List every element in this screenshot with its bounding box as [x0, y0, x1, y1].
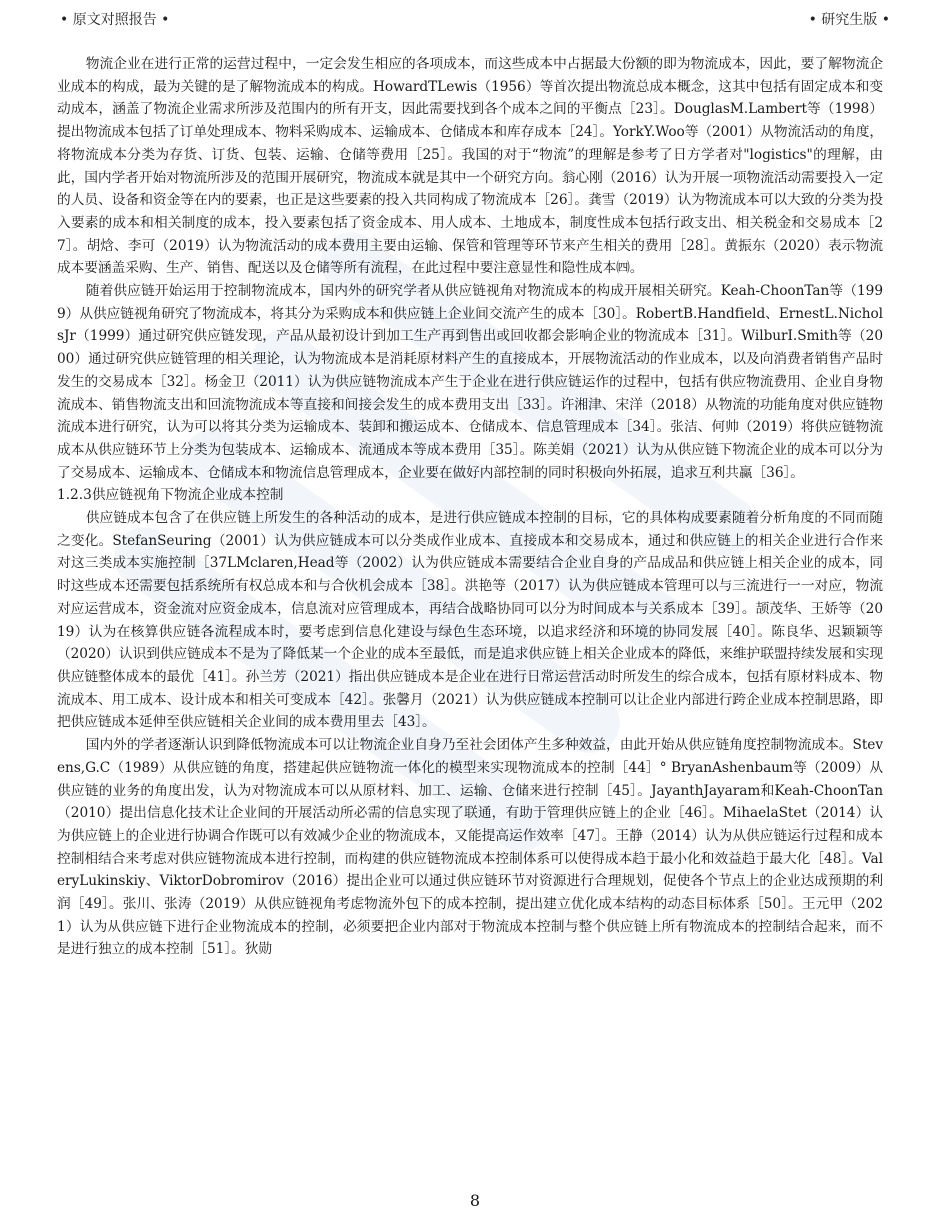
paragraph-logistics-cost-composition: 物流企业在进行正常的运营过程中，一定会发生相应的各项成本，而这些成本中占据最大份额的即为物流成本，因此，要了解物流企业成本的构成，最为关键的是了解物流成本的构成。HowardTLewis（1956）等首次提出物流总成本概念，这其中包括有固定成本和变动成本，涵盖了物流企业需求所涉及范围内的所有开支，因此需要找到各个成本之间的平衡点［23］。DouglasM.Lambert等（1998）提出物流成本包括了订单处理成本、物料采购成本、运输成本、仓储成本和库存成本［24］。YorkY.Woo等（2001）从物流活动的角度，将物流成本分类为存货、订货、包装、运输、仓储等费用［25］。我国的对于“物流”的理解是参考了日方学者对"logistics"的理解，由此，国内学者开始对物流所涉及的范围开展研究，物流成本就是其中一个研究方向。翁心刚（2016）认为开展一项物流活动需要投入一定的人员、设备和资金等在内的要素，也正是这些要素的投入共同构成了物流成本［26］。龚雪（2019）认为物流成本可以大致的分类为投入要素的成本和相关制度的成本，投入要素包括了资金成本、用人成本、土地成本，制度性成本包括行政支出、相关税金和交易成本［27］。胡焓、李可（2019）认为物流活动的成本费用主要由运输、保管和管理等环节来产生相关的费用［28］。黄振东（2020）表示物流成本要涵盖采购、生产、销售、配送以及仓储等所有流程，在此过程中要注意显性和隐性成本㈣。	[57, 56, 883, 277]
body-text	[57, 53, 883, 961]
header-report-title: • 原文对照报告 •	[60, 12, 170, 28]
page-number: 8	[469, 1191, 481, 1210]
paragraph-supply-chain-cost: 供应链成本包含了在供应链上所发生的各种活动的成本，是进行供应链成本控制的目标，它的具体构成要素随着分析角度的不同而随之变化。StefanSeuring（2001）认为供应链成本可以分类成作业成本、直接成本和交易成本，通过和供应链上的相关企业进行合作来对这三类成本实施控制［37LMclaren,Head等（2002）认为供应链成本需要结合企业自身的产品成品和供应链上相关企业的成本，同时这些成本还需要包括系统所有权总成本和与合伙机会成本［38］。洪艳等（2017）认为供应链成本管理可以与三流进行一一对应，物流对应运营成本，资金流对应资金成本，信息流对应管理成本，再结合战略协同可以分为时间成本与关系成本［39］。颉茂华、王娇等（2019）认为在核算供应链各流程成本时，要考虑到信息化建设与绿色生态环境，以追求经济和环境的协同发展［40］。陈良华、迟颖颖等（2020）认识到供应链成本不是为了降低某一个企业的成本至最低，而是追求供应链上相关企业成本的降低，来维护联盟持续发展和实现供应链整体成本的最优［41］。孙兰芳（2021）指出供应链成本是企业在进行日常运营活动时所发生的综合成本，包括有原材料成本、物流成本、用工成本、设计成本和相关可变成本［42］。张馨月（2021）认为供应链成本控制可以让企业内部进行跨企业成本控制思路，即把供应链成本延伸至供应链相关企业间的成本费用里去［43］。	[57, 510, 883, 731]
paragraph-cost-control: 国内外的学者逐渐认识到降低物流成本可以让物流企业自身乃至社会团体产生多种效益，由此开始从供应链角度控制物流成本。Stevens,G.C（1989）从供应链的角度，搭建起供应链物流一体化的模型来实现物流成本的控制［44］° BryanAshenbaum等（2009）从供应链的业务的角度出发，认为对物流成本可以从原材料、加工、运输、仓储来进行控制［45］。JayanthJayaram和Keah-ChoonTan（2010）提出信息化技术让企业间的开展活动所必需的信息实现了联通，有助于管理供应链上的企业［46］。MihaelaStet（2014）认为供应链上的企业进行协调合作既可以有效减少企业的物流成本，又能提高运作效率［47］。王静（2014）认为从供应链运行过程和成本控制相结合来考虑对供应链物流成本进行控制，而构建的供应链物流成本控制体系可以使得成本趋于最小化和效益趋于最大化［48］。ValeryLukinskiy、ViktorDobromirov（2016）提出企业可以通过供应链环节对资源进行合理规划，促使各个节点上的企业达成预期的利润［49］。张川、张涛（2019）从供应链视角考虑物流外包下的成本控制，提出建立优化成本结构的动态目标体系［50］。王元甲（2021）认为从供应链下进行企业物流成本的控制，必须要把企业内部对于物流成本控制与整个供应链上所有物流成本的控制结合起来，而不是进行独立的成本控制［51］。狄勋	[57, 737, 883, 958]
header-edition: • 研究生版 •	[808, 12, 890, 28]
paragraph-supply-chain-perspective: 随着供应链开始运用于控制物流成本，国内外的研究学者从供应链视角对物流成本的构成开展相关研究。Keah-ChoonTan等（1999）从供应链视角研究了物流成本，将其分为采购成本和供应链上企业间交流产生的成本［30］。RobertB.Handfield、ErnestL.NicholsJr（1999）通过研究供应链发现，产品从最初设计到加工生产再到售出或回收都会影响企业的物流成本［31］。WilburI.Smith等（2000）通过研究供应链管理的相关理论，认为物流成本是消耗原材料产生的直接成本，开展物流活动的作业成本，以及向消费者销售产品时发生的交易成本［32］。杨金卫（2011）认为供应链物流成本产生于企业在进行供应链运作的过程中，包括有供应物流费用、企业自身物流成本、销售物流支出和回流物流成本等直接和间接会发生的成本费用支出［33］。许湘津、宋洋（2018）从物流的功能角度对供应链物流成本进行研究，认为可以将其分类为运输成本、装卸和搬运成本、仓储成本、信息管理成本［34］。张洁、何帅（2019）将供应链物流成本从供应链环节上分类为包装成本、运输成本、流通成本等成本费用［35］。陈美娟（2021）认为从供应链下物流企业的成本可以分为了交易成本、运输成本、仓储成本和物流信息管理成本，企业要在做好内部控制的同时积极向外拓展，追求互利共赢［36］。	[57, 283, 883, 481]
section-heading: 1.2.3供应链视角下物流企业成本控制	[57, 487, 284, 504]
